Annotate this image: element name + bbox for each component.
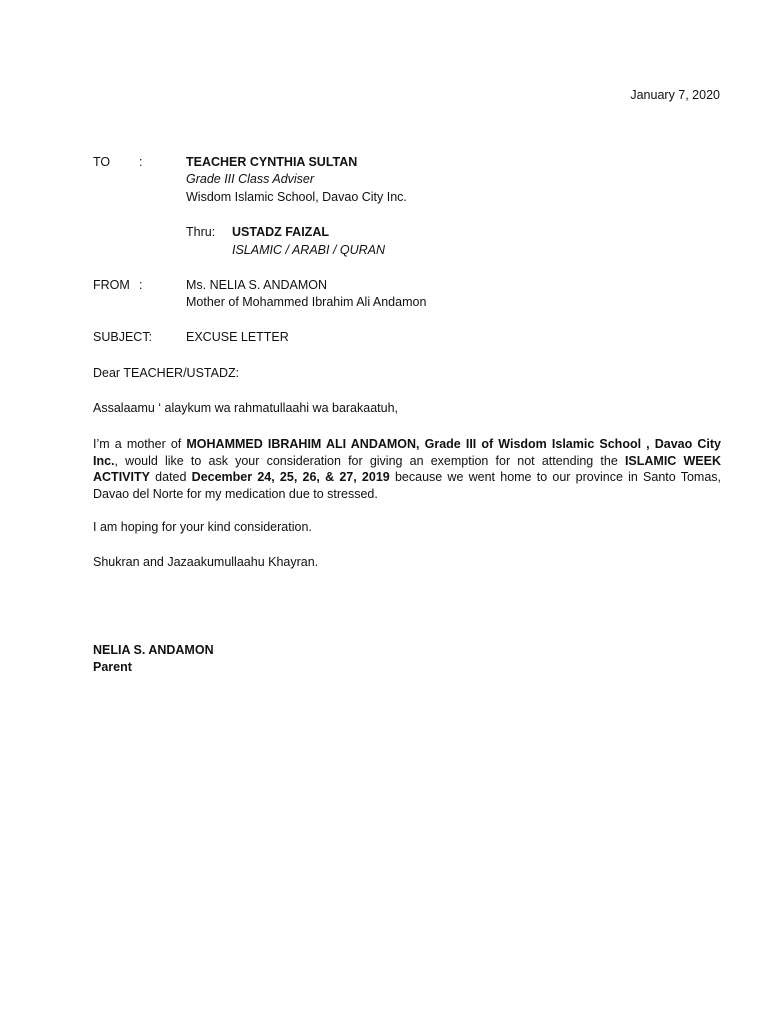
- thru-name: USTADZ FAIZAL: [232, 225, 329, 239]
- to-colon: :: [139, 155, 143, 169]
- body-student-info: MOHAMMED IBRAHIM ALI ANDAMON, Grade III of Wisdom Islamic School , Davao City Inc.: [93, 437, 721, 468]
- subject-label: SUBJECT:: [93, 330, 153, 344]
- recipient-title: Grade III Class Adviser: [186, 172, 315, 186]
- sender-relation: Mother of Mohammed Ibrahim Ali Andamon: [186, 295, 427, 309]
- body-text-3: dated: [149, 470, 192, 485]
- body-paragraph: [93, 436, 721, 502]
- hope-line: I am hoping for your kind consideration.: [93, 520, 312, 534]
- thru-title: ISLAMIC / ARABI / QURAN: [232, 243, 386, 257]
- sender-name: Ms. NELIA S. ANDAMON: [186, 278, 328, 292]
- greeting: Assalaamu ‘ alaykum wa rahmatullaahi wa barakaatuh,: [93, 401, 399, 415]
- recipient-school: Wisdom Islamic School, Davao City Inc.: [186, 190, 407, 204]
- signature-role: Parent: [93, 660, 132, 674]
- subject-value: EXCUSE LETTER: [186, 330, 289, 344]
- body-text-1: I’m a mother of: [93, 437, 187, 451]
- closing-line: Shukran and Jazaakumullaahu Khayran.: [93, 555, 319, 569]
- body-text-4: because we went home to our province in Santo Tomas, Davao del Norte for my medication due to stressed.: [93, 470, 721, 501]
- from-colon: :: [139, 278, 143, 292]
- body-activity: ISLAMIC WEEK ACTIVITY: [93, 453, 721, 485]
- letter-date: January 7, 2020: [630, 88, 720, 102]
- body-text-2: , would like to ask your consideration for giving an exemption for not attending the: [114, 453, 625, 468]
- salutation: Dear TEACHER/USTADZ:: [93, 366, 240, 380]
- body-dates: December 24, 25, 26, & 27, 2019: [191, 470, 390, 485]
- signature-name: NELIA S. ANDAMON: [93, 643, 214, 657]
- from-label: FROM: [93, 278, 130, 292]
- to-label: TO: [93, 155, 111, 169]
- recipient-name: TEACHER CYNTHIA SULTAN: [186, 155, 358, 169]
- thru-label: Thru:: [186, 225, 216, 239]
